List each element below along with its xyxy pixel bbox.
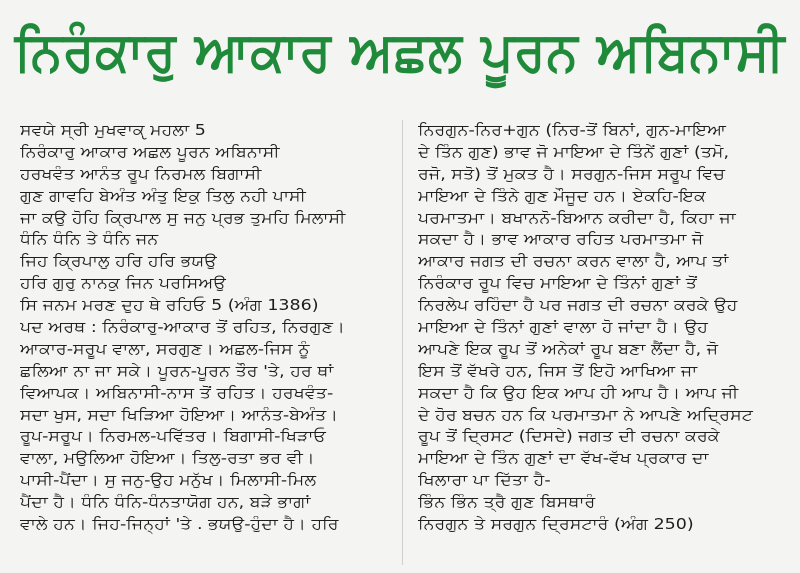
left-column-line: ਪਾਸੀ-ਪੈਂਦਾ। ਸੁ ਜਨੁ-ਉਹ ਮਨੁੱਖ। ਮਿਲਾਸੀ-ਮਿਲ [20, 471, 317, 490]
left-column-line: ਹਰਖਵੰਤ ਆਨੰਤ ਰੂਪ ਨਿਰਮਲ ਬਿਗਾਸੀ [20, 164, 262, 183]
left-column-line: ਜਿਹ ਕ੍ਰਿਪਾਲੁ ਹਰਿ ਹਰਿ ਭਯਉ [20, 252, 217, 271]
right-column-line: ਦੇ ਤਿੰਨ ਗੁਣ) ਭਾਵ ਜੋ ਮਾਇਆ ਦੇ ਤਿੰਨੇਂ ਗੁਣਾਂ (ਤਮੋ, [418, 142, 730, 161]
right-column-line: ਮਾਇਆ ਦੇ ਤਿੰਨੇ ਗੁਣ ਮੌਜੂਦ ਹਨ। ਏਕਹਿ-ਇਕ [418, 186, 706, 205]
right-column-line: ਆਕਾਰ ਜਗਤ ਦੀ ਰਚਨਾ ਕਰਨ ਵਾਲਾ ਹੈ, ਆਪ ਤਾਂ [418, 252, 729, 271]
left-text-column [20, 120, 392, 536]
right-text-column [418, 120, 790, 536]
left-column-line: ਛਲਿਆ ਨਾ ਜਾ ਸਕੇ। ਪੂਰਨ-ਪੂਰਨ ਤੌਰ 'ਤੇ, ਹਰ ਥਾਂ [20, 361, 334, 380]
left-column-line: ਪੈਂਦਾ ਹੈ। ਧੰਨਿ ਧੰਨਿ-ਧੰਨਤਾਯੋਗ ਹਨ, ਬੜੇ ਭਾਗਾਂ [20, 493, 311, 512]
right-column-line: ਮਾਇਆ ਦੇ ਤਿੰਨ ਗੁਣਾਂ ਦਾ ਵੱਖ-ਵੱਖ ਪ੍ਰਕਾਰ ਦਾ [418, 449, 709, 468]
left-column-line: ਸਿ ਜਨਮ ਮਰਣ ਦੁਹ ਥੇ ਰਹਿਓ 5 (ਅੰਗ 1386) [20, 296, 319, 315]
left-column-line: ਹਰਿ ਗੁਰੁ ਨਾਨਕੁ ਜਿਨ ਪਰਸਿਅਉ [20, 274, 227, 293]
left-column-line: ਆਕਾਰ-ਸਰੂਪ ਵਾਲਾ, ਸਰਗੁਣ। ਅਛਲ-ਜਿਸ ਨੂੰ [20, 339, 310, 358]
left-column-line: ਧੰਨਿ ਧੰਨਿ ਤੇ ਧੰਨਿ ਜਨ [20, 230, 159, 249]
right-column-line: ਇਸ ਤੋਂ ਵੱਖਰੇ ਹਨ, ਜਿਸ ਤੋਂ ਇਹੋ ਆਖਿਆ ਜਾ [418, 361, 698, 380]
right-column-line: ਨਿਰੰਕਾਰ ਰੂਪ ਵਿਚ ਮਾਇਆ ਦੇ ਤਿੰਨਾਂ ਗੁਣਾਂ ਤੋਂ [418, 274, 697, 293]
left-column-line: ਸਵਯੇ ਸ੍ਰੀ ਮੁਖਵਾਕੵ ਮਹਲਾ 5 [20, 121, 206, 139]
right-column-line: ਦੇ ਹੋਰ ਬਚਨ ਹਨ ਕਿ ਪਰਮਾਤਮਾ ਨੇ ਆਪਣੇ ਅਦ੍ਰਿਸਟ [418, 405, 753, 424]
left-column-line: ਪਦ ਅਰਥ : ਨਿਰੰਕਾਰੁ-ਆਕਾਰ ਤੋਂ ਰਹਿਤ, ਨਿਰਗੁਣ। [20, 318, 345, 337]
right-column-line: ਖਿਲਾਰਾ ਪਾ ਦਿੱਤਾ ਹੈ- [418, 471, 551, 490]
column-divider [402, 120, 403, 565]
left-column-line: ਗੁਣ ਗਾਵਹਿ ਬੇਅੰਤ ਅੰਤੁ ਇਕੁ ਤਿਲੁ ਨਹੀ ਪਾਸੀ [20, 186, 306, 205]
right-column-line: ਆਪਣੇ ਇਕ ਰੂਪ ਤੋਂ ਅਨੇਕਾਂ ਰੂਪ ਬਣਾ ਲੈਂਦਾ ਹੈ, ਜੋ [418, 339, 719, 358]
left-column-line: ਵਾਲਾ, ਮਉਲਿਆ ਹੋਇਆ। ਤਿਲੁ-ਰਤਾ ਭਰ ਵੀ। [20, 449, 315, 468]
right-column-line: ਰਜੋ, ਸਤੋ) ਤੋਂ ਮੁਕਤ ਹੈ। ਸਰਗੁਨ-ਜਿਸ ਸਰੂਪ ਵਿਚ [418, 164, 726, 183]
right-column-line: ਨਿਰਗੁਨ ਤੇ ਸਰਗੁਨ ਦ੍ਰਿਸਟਾਰੰ (ਅੰਗ 250) [418, 515, 694, 534]
left-column-line: ਨਿਰੰਕਾਰੁ ਆਕਾਰ ਅਛਲ ਪੂਰਨ ਅਬਿਨਾਸੀ [20, 142, 280, 161]
right-column-line: ਨਿਰਲੇਪ ਰਹਿੰਦਾ ਹੈ ਪਰ ਜਗਤ ਦੀ ਰਚਨਾ ਕਰਕੇ ਉਹ [418, 296, 738, 315]
right-column-line: ਮਾਇਆ ਦੇ ਤਿੰਨਾਂ ਗੁਣਾਂ ਵਾਲਾ ਹੋ ਜਾਂਦਾ ਹੈ। ਉਹ [418, 318, 708, 337]
left-column-line: ਵਾਲੇ ਹਨ। ਜਿਹ-ਜਿਨ੍ਹਾਂ 'ਤੇ . ਭਯਉ-ਹੁੰਦਾ ਹੈ। ਹਰਿ [20, 515, 339, 534]
right-column-line: ਸਕਦਾ ਹੈ ਕਿ ਉਹ ਇਕ ਆਪ ਹੀ ਆਪ ਹੈ। ਆਪ ਜੀ [418, 383, 739, 402]
article-headline: ਨਿਰੰਕਾਰੁ ਆਕਾਰ ਅਛਲ ਪੂਰਨ ਅਬਿਨਾਸੀ [14, 20, 786, 83]
left-column-line: ਵਿਆਪਕ। ਅਬਿਨਾਸੀ-ਨਾਸ ਤੋਂ ਰਹਿਤ। ਹਰਖਵੰਤ- [20, 383, 334, 402]
right-column-line: ਸਕਦਾ ਹੈ। ਭਾਵ ਆਕਾਰ ਰਹਿਤ ਪਰਮਾਤਮਾ ਜੋ [418, 230, 704, 249]
left-column-line: ਸਦਾ ਖੁਸ, ਸਦਾ ਖਿੜਿਆ ਹੋਇਆ। ਆਨੰਤ-ਬੇਅੰਤ। [20, 405, 339, 424]
right-column-line: ਰੂਪ ਤੋਂ ਦ੍ਰਿਸਟ (ਦਿਸਦੇ) ਜਗਤ ਦੀ ਰਚਨਾ ਕਰਕੇ [418, 427, 720, 446]
right-column-line: ਭਿੰਨ ਭਿੰਨ ਤ੍ਰੈ ਗੁਣ ਬਿਸਥਾਰੰ [418, 493, 596, 512]
right-column-line: ਪਰਮਾਤਮਾ। ਬਖਾਨਨੋ-ਬਿਆਨ ਕਰੀਦਾ ਹੈ, ਕਿਹਾ ਜਾ [418, 208, 736, 227]
left-column-line: ਜਾ ਕਉ ਹੋਹਿ ਕ੍ਰਿਪਾਲ ਸੁ ਜਨੁ ਪ੍ਰਭ ਤੁਮਹਿ ਮਿਲਾਸੀ [20, 208, 346, 227]
left-column-line: ਰੂਪ-ਸਰੂਪ। ਨਿਰਮਲ-ਪਵਿੱਤਰ। ਬਿਗਾਸੀ-ਖਿੜਾਓ [20, 427, 327, 446]
right-column-line: ਨਿਰਗੁਨ-ਨਿਰ+ਗੁਨ (ਨਿਰ-ਤੋਂ ਬਿਨਾਂ, ਗੁਨ-ਮਾਇਆ [418, 121, 727, 139]
